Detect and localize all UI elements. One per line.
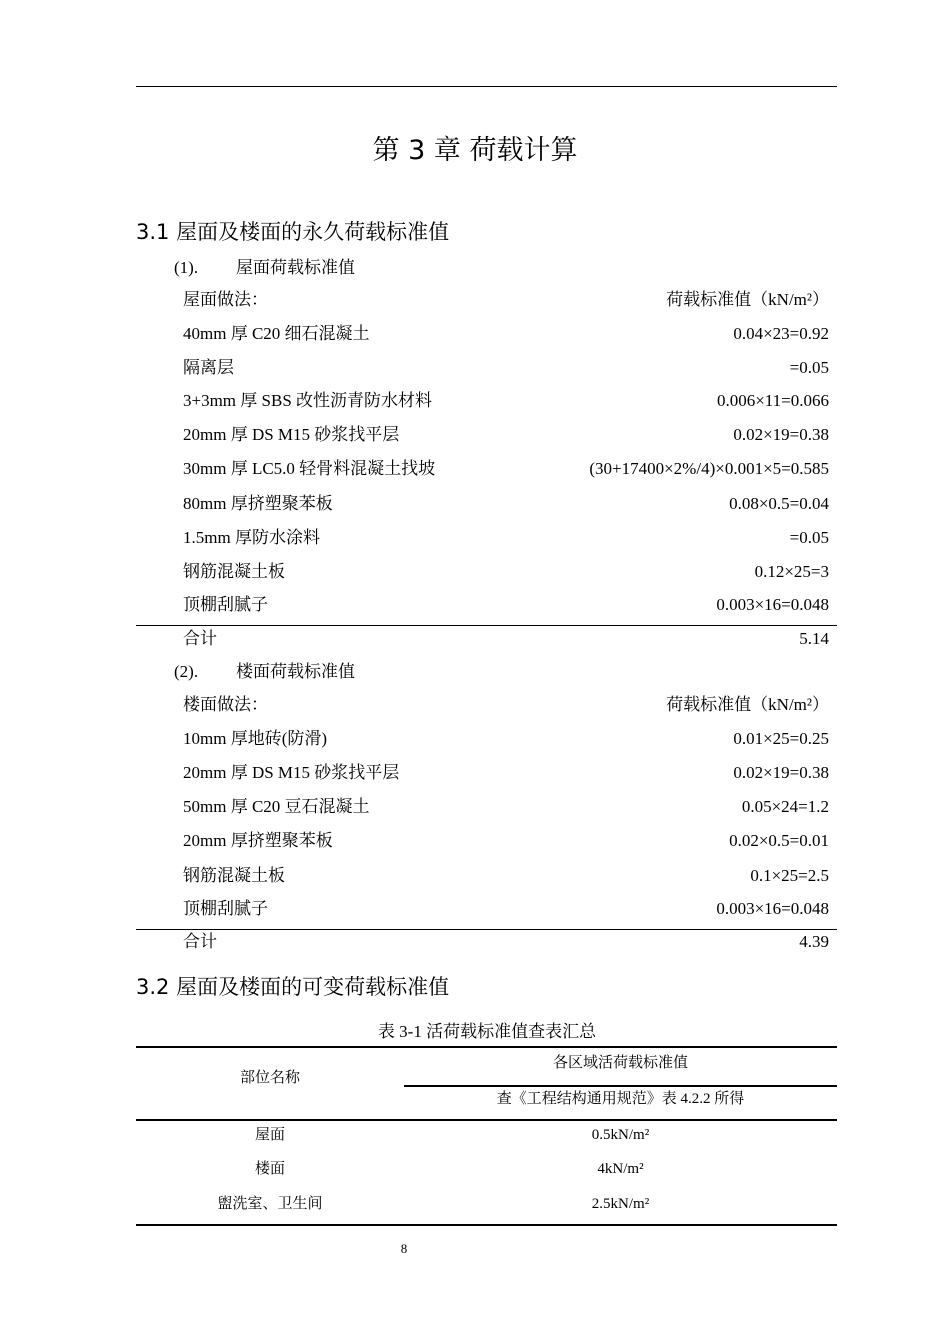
- floor-item-name: 钢筋混凝土板: [183, 866, 285, 885]
- roof-subtitle: [174, 256, 355, 280]
- table-cell-live-load: 4kN/m²: [597, 1161, 644, 1177]
- floor-item-value: 0.05×24=1.2: [741, 797, 829, 816]
- roof-item-name: 30mm 厚 LC5.0 轻骨料混凝土找坡: [183, 459, 436, 478]
- floor-item-value: 0.1×25=2.5: [750, 866, 829, 885]
- roof-value-header: 荷载标准值（kN/m²）: [666, 290, 829, 309]
- roof-item-row: [183, 492, 829, 516]
- roof-subtitle-label: 屋面荷载标准值: [236, 258, 355, 277]
- table-mid-rule: [404, 1085, 837, 1087]
- floor-item-value: 0.01×25=0.25: [733, 729, 829, 748]
- floor-item-row: [183, 829, 829, 853]
- roof-item-value: 0.12×25=3: [754, 562, 829, 581]
- floor-method-label: 楼面做法：: [183, 695, 268, 714]
- floor-item-value: 0.02×0.5=0.01: [729, 831, 829, 850]
- floor-total-row: [183, 930, 829, 954]
- roof-item-name: 1.5mm 厚防水涂料: [183, 528, 320, 547]
- roof-item-row: [183, 560, 829, 584]
- roof-total-row: [183, 627, 829, 651]
- floor-item-name: 10mm 厚地砖(防滑): [183, 729, 328, 748]
- floor-item-name: 顶棚刮腻子: [183, 899, 268, 918]
- roof-item-name: 钢筋混凝土板: [183, 562, 285, 581]
- table-caption: 表 3-1 活荷载标准值查表汇总: [377, 1022, 597, 1041]
- roof-item-name: 隔离层: [183, 358, 234, 377]
- roof-item-value: (30+17400×2%/4)×0.001×5=0.585: [589, 459, 829, 478]
- floor-total-label: 合计: [183, 932, 217, 951]
- table-cell-live-load: 0.5kN/m²: [591, 1127, 650, 1143]
- section-title-3-1: 3.1 屋面及楼面的永久荷载标准值: [136, 220, 450, 244]
- table-cell-location: 盥洗室、卫生间: [217, 1196, 323, 1212]
- floor-item-value: 0.003×16=0.048: [716, 899, 829, 918]
- roof-subtitle-num: (1).: [174, 258, 199, 277]
- table-top-rule: [136, 1046, 837, 1048]
- table-cell-live-load: 2.5kN/m²: [591, 1196, 650, 1212]
- floor-subtitle-label: 楼面荷载标准值: [236, 662, 355, 681]
- table-cell-location: 屋面: [254, 1127, 285, 1143]
- floor-item-name: 20mm 厚 DS M15 砂浆找平层: [183, 763, 400, 782]
- floor-item-value: 0.02×19=0.38: [733, 763, 829, 782]
- roof-item-name: 20mm 厚 DS M15 砂浆找平层: [183, 425, 400, 444]
- roof-item-row: [183, 457, 829, 481]
- roof-item-value: 0.08×0.5=0.04: [729, 494, 829, 513]
- col-header-live-load: 各区域活荷载标准值: [552, 1055, 688, 1071]
- floor-item-name: 20mm 厚挤塑聚苯板: [183, 831, 333, 850]
- floor-item-row: [183, 761, 829, 785]
- roof-item-row: [183, 322, 829, 346]
- floor-item-row: [183, 897, 829, 921]
- roof-item-value: =0.05: [789, 358, 829, 377]
- roof-item-value: =0.05: [789, 528, 829, 547]
- roof-item-row: [183, 423, 829, 447]
- roof-item-row: [183, 526, 829, 550]
- roof-method-label: 屋面做法：: [183, 290, 268, 309]
- floor-subtitle-num: (2).: [174, 662, 199, 681]
- roof-item-row: [183, 356, 829, 380]
- floor-item-name: 50mm 厚 C20 豆石混凝土: [183, 797, 370, 816]
- roof-item-value: 0.003×16=0.048: [716, 595, 829, 614]
- roof-item-value: 0.006×11=0.066: [716, 391, 829, 410]
- roof-item-row: [183, 389, 829, 413]
- chapter-title: 第 3 章 荷载计算: [372, 135, 578, 166]
- header-rule: [136, 86, 837, 87]
- roof-item-value: 0.02×19=0.38: [733, 425, 829, 444]
- floor-item-row: [183, 864, 829, 888]
- roof-item-value: 0.04×23=0.92: [733, 324, 829, 343]
- roof-item-name: 3+3mm 厚 SBS 改性沥青防水材料: [183, 391, 433, 410]
- table-header-rule: [136, 1119, 837, 1121]
- page-number: 8: [400, 1241, 408, 1256]
- floor-subtitle: [174, 660, 355, 684]
- roof-item-name: 40mm 厚 C20 细石混凝土: [183, 324, 370, 343]
- floor-value-header: 荷载标准值（kN/m²）: [666, 695, 829, 714]
- floor-item-row: [183, 727, 829, 751]
- col-subheader-source: 查《工程结构通用规范》表 4.2.2 所得: [496, 1091, 745, 1107]
- roof-total-rule: [136, 625, 837, 626]
- floor-header-row: [183, 693, 829, 717]
- roof-item-name: 顶棚刮腻子: [183, 595, 268, 614]
- roof-item-row: [183, 593, 829, 617]
- roof-header-row: [183, 288, 829, 312]
- roof-total-label: 合计: [183, 629, 217, 648]
- floor-item-row: [183, 795, 829, 819]
- roof-total-value: 5.14: [799, 629, 829, 648]
- table-bottom-rule: [136, 1224, 837, 1226]
- table-cell-location: 楼面: [254, 1161, 285, 1177]
- roof-item-name: 80mm 厚挤塑聚苯板: [183, 494, 333, 513]
- floor-total-value: 4.39: [799, 932, 829, 951]
- section-title-3-2: 3.2 屋面及楼面的可变荷载标准值: [136, 975, 450, 999]
- col-header-location: 部位名称: [239, 1070, 300, 1086]
